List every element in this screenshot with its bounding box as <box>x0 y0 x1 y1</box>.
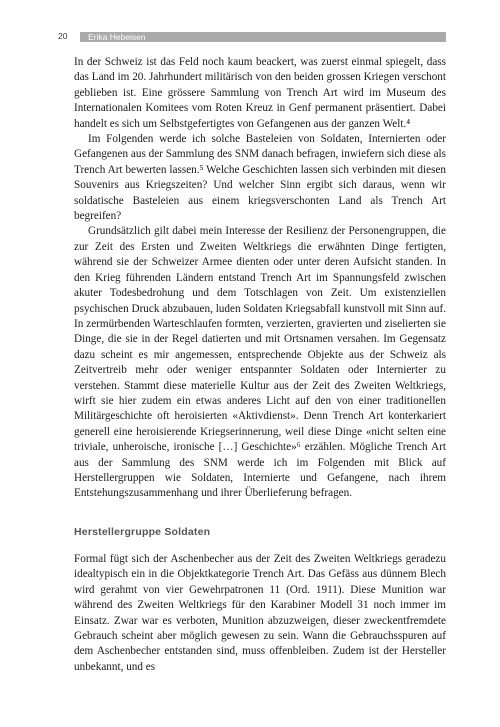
section-heading: Herstellergruppe Soldaten <box>74 526 211 538</box>
paragraph: In der Schweiz ist das Feld noch kaum beackert, was zuerst einmal spiegelt, dass das Land im 20. Jahrhundert militärisch von den beiden grossen Kriegen verschont geblieben ist. Eine grössere Sammlung von Trench Art wird im Museum des Internationalen Komitees vom Roten Kreuz in Genf permanent präsentiert. Dabei handelt es sich um Selbstgefertigtes von Gefangenen aus der ganzen Welt.⁴ <box>74 56 446 130</box>
page-number: 20 <box>58 31 68 41</box>
running-head-author: Erika Hebeisen <box>88 32 146 42</box>
paragraph: Grundsätzlich gilt dabei mein Interesse der Resilienz der Personengruppen, die zur Zeit des Ersten und Zweiten Weltkriegs die erwähnten Dinge fertigten, während sie der Schweizer Armee dienten oder unter deren Aufsicht standen. In den Krieg führenden Ländern entstand Trench Art im Spannungsfeld zwischen akuter Todesbedrohung und dem Totschlagen von Zeit. Um existenziellen psychischen Druck abzubauen, luden Soldaten Kriegsabfall kunstvoll mit Sinn auf. In zermürbenden Warteschlaufen formten, verzierten, gravierten und ziselierten sie Dinge, die sie in der Regel datierten und mit Ortsnamen versahen. Im Gegensatz dazu scheint es mir angemessen, entsprechende Objekte aus der Schweiz als Zeitvertreib mehr oder weniger entspannter Soldaten oder Internierter zu verstehen. Stammt diese materielle Kultur aus der Zeit des Zweiten Weltkriegs, wirft sie hier zudem ein etwas anderes Licht auf den von einer traditionellen Militärgeschichte oft heroisierten «Aktivdienst». Denn Trench Art konterkariert generell eine heroisierende Kriegserinnerung, weil diese Dinge «nicht selten eine triviale, unheroische, ironische […] Geschichte»⁶ erzählen. Mögliche Trench Art aus der Sammlung des SNM werde ich im Folgenden mit Blick auf Herstellergruppen wie Soldaten, Internierte und Gefangene, nach ihrem Entstehungszusammenhang und ihrer Überlieferung befragen. <box>74 225 446 500</box>
paragraph: Formal fügt sich der Aschenbecher aus der Zeit des Zweiten Weltkriegs geradezu idealtypisch ein in die Objektkategorie Trench Art. Das Gefäss aus dünnem Blech wird gerahmt von vier Gewehrpatronen 11 (Ord. 1911). Diese Munition war während des Zweiten Weltkriegs für den Karabiner Modell 31 noch immer im Einsatz. Zwar war es verboten, Munition abzuzweigen, dieser zweckentfremdete Gebrauch scheint aber möglich gewesen zu sein. Wann die Gebrauchsspuren auf dem Aschenbecher entstanden sind, muss offenbleiben. Zudem ist der Hersteller unbekannt, und es <box>74 553 446 673</box>
paragraph: Im Folgenden werde ich solche Basteleien von Soldaten, Internierten oder Gefangenen aus der Sammlung des SNM danach befragen, inwiefern sich diese als Trench Art bewerten lassen.⁵ Welche Geschichten lassen sich verbinden mit diesen Souvenirs aus Kriegszeiten? Und welcher Sinn ergibt sich daraus, wenn wir soldatische Basteleien aus einem kriegsverschonten Land als Trench Art begreifen? <box>74 133 446 223</box>
section-soldaten-text <box>74 552 446 675</box>
section-intro-text <box>74 55 446 502</box>
